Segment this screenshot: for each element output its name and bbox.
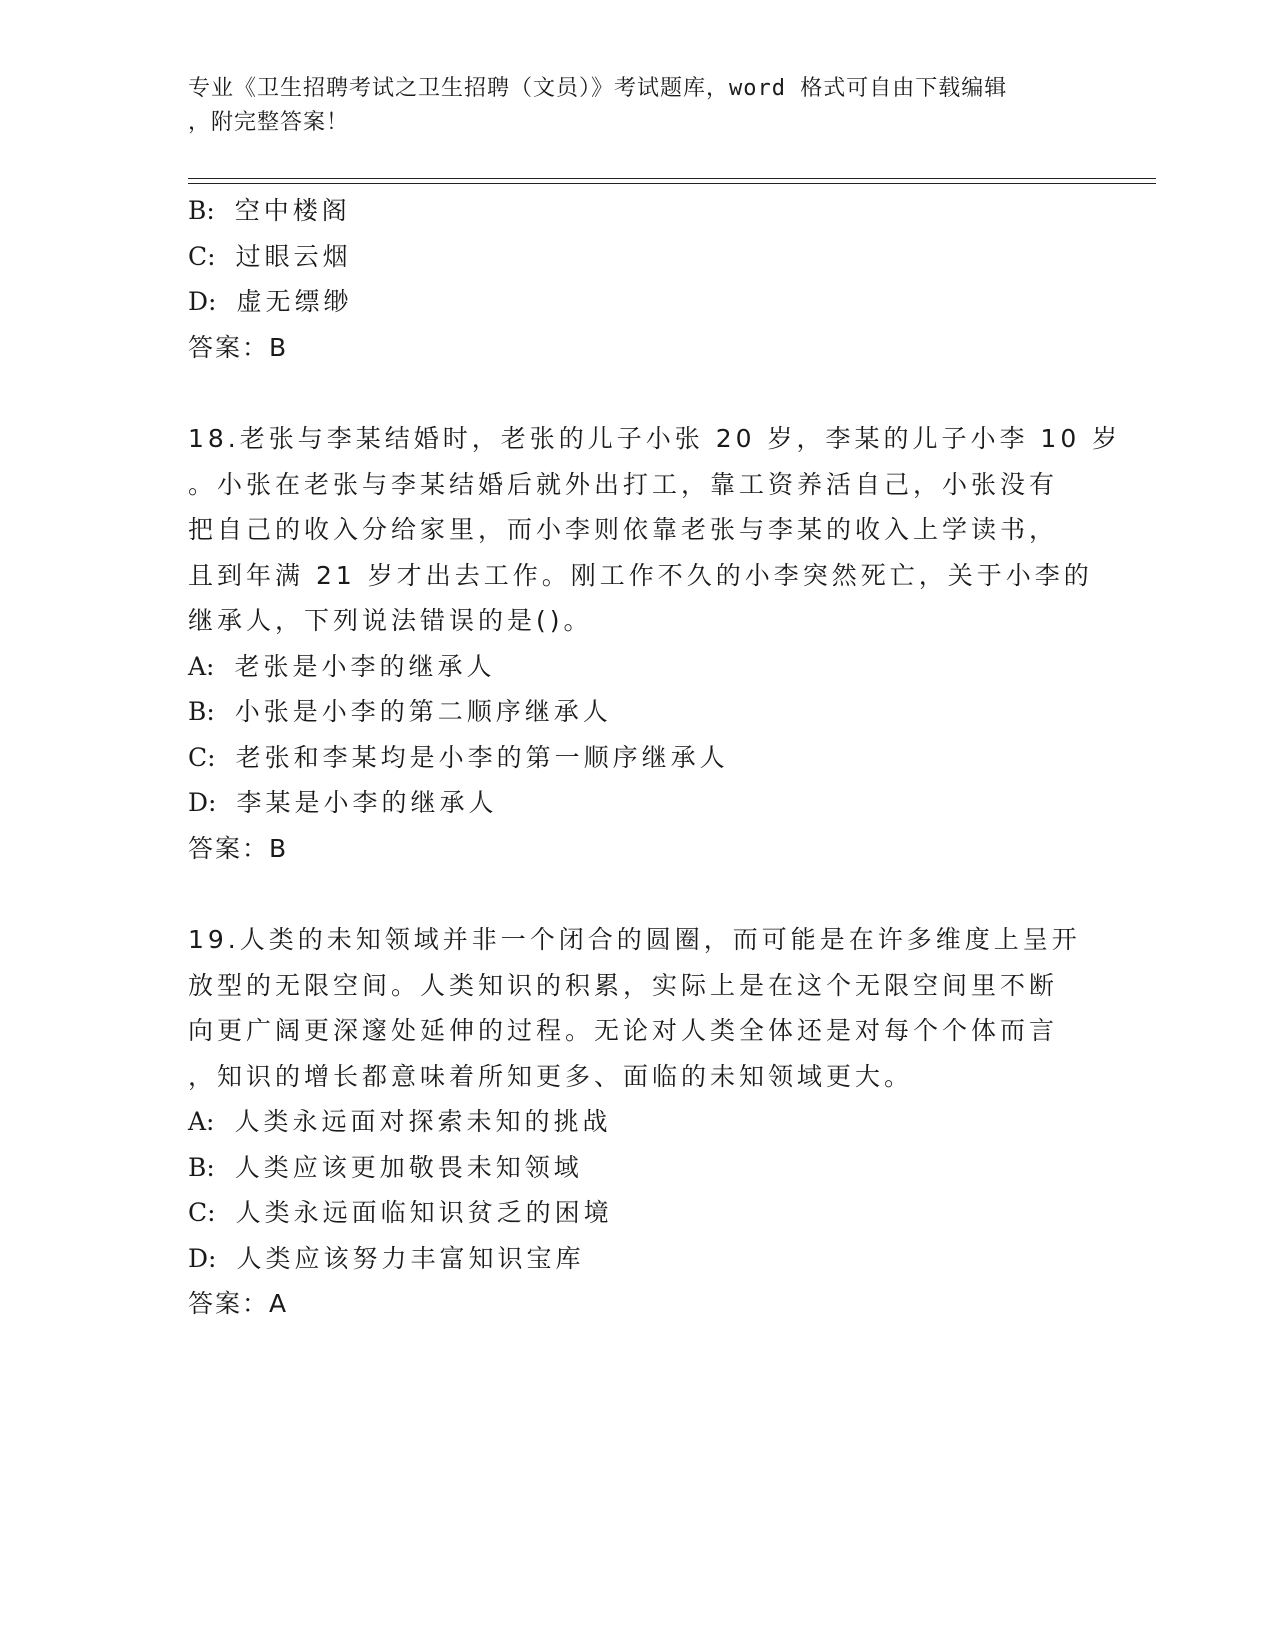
option-key: B: [188,697,215,726]
question-stem-line: 且到年满 21 岁才出去工作。刚工作不久的小李突然死亡，关于小李的 [188,560,1093,590]
option-key: B: [188,196,215,225]
header-line-1: 专业《卫生招聘考试之卫生招聘（文员）》考试题库，word 格式可自由下载编辑 [188,76,1008,101]
document-header [188,72,1068,140]
answer-line: 答案：B [188,833,289,863]
header-divider-top [188,178,1156,179]
option-d [188,1236,1088,1282]
question-stem-line: 把自己的收入分给家里，而小李则依靠老张与李某的收入上学读书， [188,515,1059,544]
question-stem-line: 18.老张与李某结婚时，老张的儿子小张 20 岁，李某的儿子小李 10 岁 [188,424,1122,453]
option-d [188,279,1088,325]
option-text: 过眼云烟 [235,241,352,271]
option-key: D: [188,287,217,316]
option-key: C: [188,241,216,271]
question-stem-line: ，知识的增长都意味着所知更多、面临的未知领域更大。 [188,1061,914,1091]
option-text: 老张和李某均是小李的第一顺序继承人 [235,742,729,772]
option-d [188,780,1088,826]
question-19 [188,917,1088,1327]
option-b [188,188,1088,234]
option-key: A: [188,651,215,681]
option-key: C: [188,742,216,772]
answer-line: 答案：B [188,332,289,362]
option-text: 人类应该更加敬畏未知领域 [234,1152,583,1182]
option-key: D: [188,788,217,817]
option-a [188,1099,1088,1145]
question-content [188,188,1122,1327]
option-text: 人类永远面对探索未知的挑战 [234,1107,612,1136]
option-key: C: [188,1198,216,1227]
option-text: 小张是小李的第二顺序继承人 [234,697,612,726]
answer-line: 答案：A [188,1289,289,1318]
question-18 [188,416,1122,871]
option-key: B: [188,1152,215,1182]
question-stem-line: 向更广阔更深邃处延伸的过程。无论对人类全体还是对每个个体而言 [188,1016,1059,1045]
option-text: 空中楼阁 [234,196,351,225]
option-text: 老张是小李的继承人 [234,651,496,681]
question-stem-line: 。小张在老张与李某结婚后就外出打工，靠工资养活自己，小张没有 [188,469,1059,499]
option-a [188,644,1088,690]
option-text: 虚无缥缈 [236,287,353,316]
option-c [188,1190,1088,1236]
option-text: 人类永远面临知识贫乏的困境 [235,1198,613,1227]
option-b [188,1145,1088,1191]
option-c [188,735,1088,781]
question-stem-line: 19.人类的未知领域并非一个闭合的圆圈，而可能是在许多维度上呈开 [188,925,1081,954]
option-key: A: [188,1107,215,1136]
header-line-2: ，附完整答案！ [188,110,350,135]
question-stem-line: 继承人，下列说法错误的是()。 [188,606,593,635]
option-text: 李某是小李的继承人 [236,788,498,817]
spacer [188,370,1088,416]
question-stem-line: 放型的无限空间。人类知识的积累，实际上是在这个无限空间里不断 [188,970,1059,1000]
option-b [188,689,1088,735]
option-text: 人类应该努力丰富知识宝库 [236,1243,585,1273]
option-key: D: [188,1243,217,1273]
header-divider-bottom [188,183,1156,184]
spacer [188,871,1088,917]
question-17-tail [188,188,1088,370]
option-c [188,234,1088,280]
